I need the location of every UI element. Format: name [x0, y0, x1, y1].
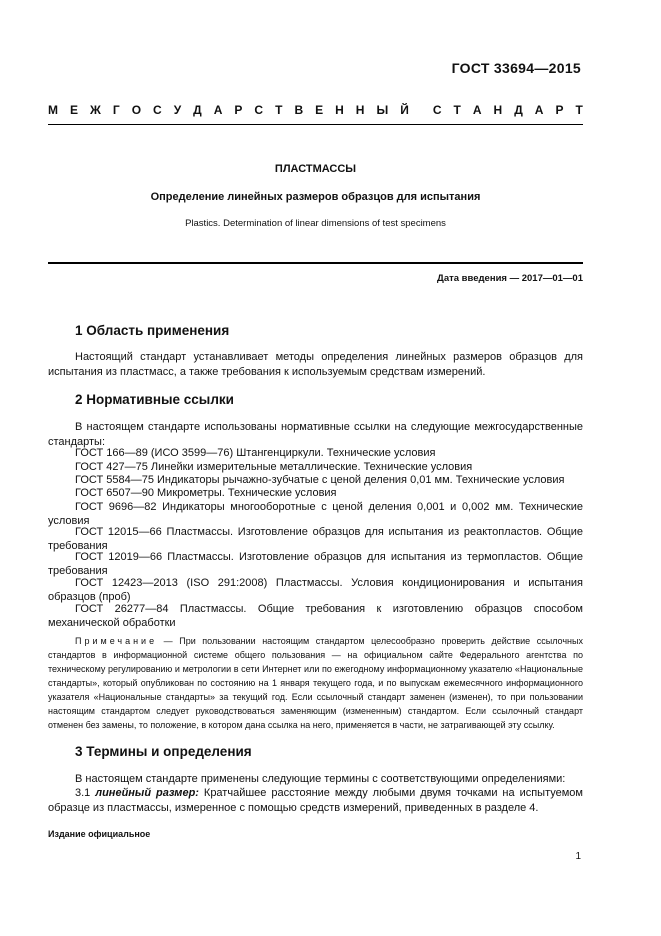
banner-letter: Н	[493, 103, 503, 117]
banner-letter: М	[48, 103, 58, 117]
banner-letter: Т	[275, 103, 283, 117]
banner-letter: А	[213, 103, 223, 117]
banner-letter: Г	[112, 103, 120, 117]
section-3-intro: В настоящем стандарте применены следующие термины с соответствующими определениями:	[75, 773, 566, 785]
reference-item: ГОСТ 6507—90 Микрометры. Технические условия	[75, 487, 337, 499]
page-number: 1	[575, 851, 581, 862]
term-number: 3.1	[75, 787, 96, 799]
reference-item: ГОСТ 12423—2013 (ISO 291:2008) Пластмассы. Условия кондиционирования и испытания образцов (проб)	[48, 577, 583, 603]
note-label: Примечание	[75, 636, 158, 646]
banner-letter: У	[173, 103, 182, 117]
banner-letter: С	[432, 103, 442, 117]
banner-letter: Е	[315, 103, 324, 117]
note-text: — При пользовании настоящим стандартом целесообразно проверить действие ссылочных стандартов в информационной системе общего пользования — на официальном сайте Федерального агентства по техническому регулированию и метрологии в сети Интернет или по ежегодному информационному указателю «Национальные стандарты», который опубликован по состоянию на 1 января текущего года, и по выпускам ежемесячного информационного указателя «Национальные стандарты» за текущий год. Если ссылочный стандарт заменен (изменен), то при пользовании настоящим стандартом следует руководствоваться заменяющим (измененным) стандартом. Если ссылочный стандарт отменен без замены, то положение, в котором дана ссылка на него, применяется в части, не затрагивающей эту ссылку.	[48, 636, 583, 730]
reference-item: ГОСТ 5584—75 Индикаторы рычажно-зубчатые с ценой деления 0,01 мм. Технические условия	[75, 474, 565, 486]
banner-letter: Е	[70, 103, 79, 117]
term-text: Кратчайшее расстояние между любыми двумя точками на испытуемом образце из пластмассы, измеренное с помощью средств измерений, приведенных в разделе 4.	[48, 787, 583, 814]
banner-letter: С	[254, 103, 264, 117]
standard-number: ГОСТ 33694—2015	[451, 60, 581, 76]
banner-letter: Ы	[376, 103, 389, 117]
interstate-standard-banner	[48, 103, 583, 117]
section-1-text: Настоящий стандарт устанавливает методы определения линейных размеров образцов для испытания из пластмасс, а также требования к используемым средствам измерений.	[48, 351, 583, 378]
reference-item: ГОСТ 427—75 Линейки измерительные металлические. Технические условия	[75, 461, 473, 473]
section-2-heading: 2 Нормативные ссылки	[75, 392, 234, 407]
reference-item: ГОСТ 9696—82 Индикаторы многооборотные с ценой деления 0,001 и 0,002 мм. Технические условия	[48, 501, 583, 527]
banner-letter: Й	[400, 103, 409, 117]
section-3-heading: 3 Термины и определения	[75, 744, 252, 759]
introduction-date: Дата введения — 2017—01—01	[437, 273, 583, 284]
header-rule	[48, 124, 583, 125]
banner-letter: Д	[514, 103, 523, 117]
banner-letter: Д	[193, 103, 202, 117]
term-definition	[48, 786, 583, 816]
english-title: Plastics. Determination of linear dimensions of test specimens	[185, 218, 446, 229]
banner-letter: Н	[355, 103, 365, 117]
title-rule	[48, 262, 583, 264]
section-1-heading: 1 Область применения	[75, 323, 230, 338]
banner-letter: Р	[555, 103, 564, 117]
section-2-intro: В настоящем стандарте использованы нормативные ссылки на следующие межгосударственные стандарты:	[48, 421, 583, 448]
term-name: линейный размер:	[95, 787, 199, 799]
banner-letter: Т	[575, 103, 583, 117]
banner-letter: В	[294, 103, 304, 117]
reference-item: ГОСТ 12019—66 Пластмассы. Изготовление образцов для испытания из термопластов. Общие требования	[48, 551, 583, 577]
reference-item: ГОСТ 12015—66 Пластмассы. Изготовление образцов для испытания из реактопластов. Общие требования	[48, 526, 583, 552]
reference-item: ГОСТ 26277—84 Пластмассы. Общие требования к изготовлению образцов способом механической обработки	[48, 603, 583, 629]
banner-letter: С	[153, 103, 162, 117]
banner-letter: Ж	[90, 103, 101, 117]
official-edition-label: Издание официальное	[48, 829, 151, 839]
banner-letter: Р	[234, 103, 243, 117]
document-title: ПЛАСТМАССЫ	[274, 163, 357, 175]
note	[48, 634, 583, 732]
banner-letter: Н	[335, 103, 344, 117]
banner-letter: Т	[453, 103, 461, 117]
document-subtitle: Определение линейных размеров образцов для испытания	[150, 191, 481, 203]
banner-letter: О	[131, 103, 142, 117]
banner-letter: А	[472, 103, 482, 117]
banner-letter: А	[534, 103, 544, 117]
reference-item: ГОСТ 166—89 (ИСО 3599—76) Штангенциркули. Технические условия	[75, 447, 436, 459]
